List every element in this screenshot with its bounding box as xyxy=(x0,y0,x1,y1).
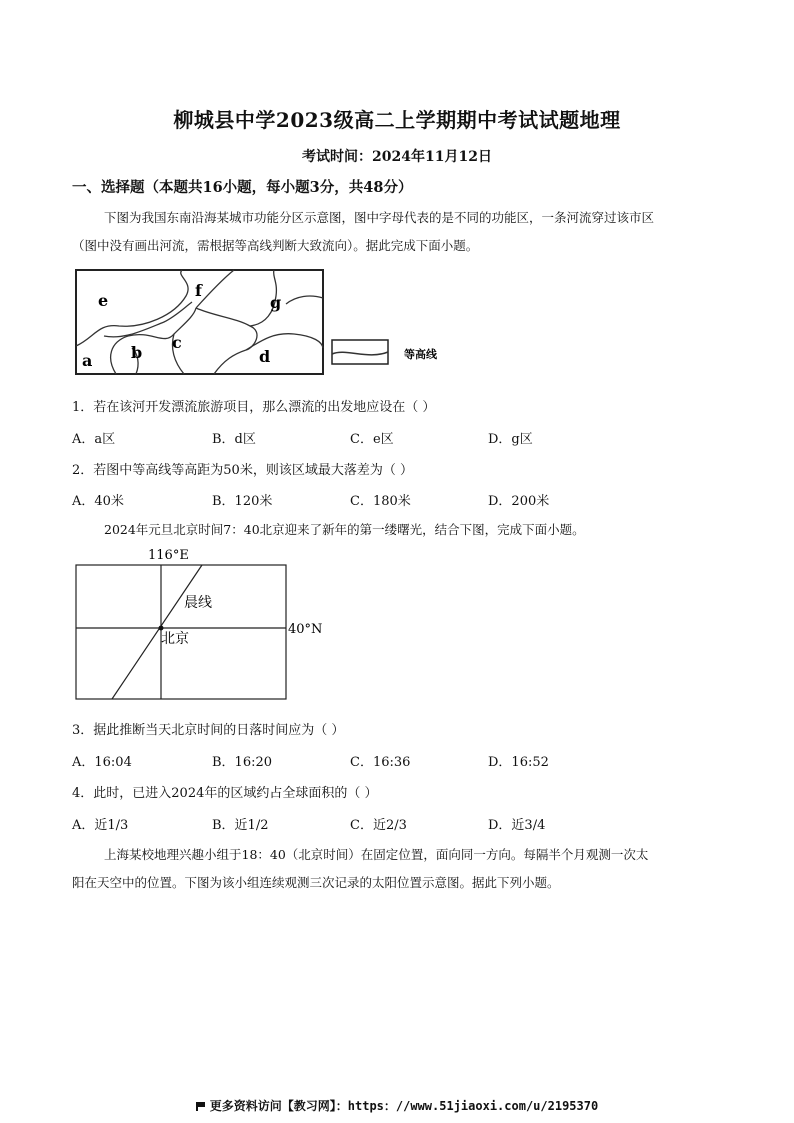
zone-label-f: f xyxy=(195,281,202,300)
question-4-option-d: D．近3/4 xyxy=(488,818,546,833)
question-4-option-a: A．近1/3 xyxy=(72,818,129,833)
zone-label-e: e xyxy=(98,291,109,310)
question-1-option-d: D．g区 xyxy=(488,432,533,447)
question-4-option-b: B．近1/2 xyxy=(212,818,269,833)
passage-3-line-1: 上海某校地理兴趣小组于18：40（北京时间）在固定位置，面向同一方向。每隔半个月观测一次太 xyxy=(104,847,649,862)
footer xyxy=(0,1097,794,1114)
question-3-option-c: C．16:36 xyxy=(350,755,411,770)
passage-1-line-2: （图中没有画出河流，需根据等高线判断大致流向）。据此完成下面小题。 xyxy=(72,238,479,253)
zone-label-b: b xyxy=(131,343,143,362)
question-3-option-b: B．16:20 xyxy=(212,755,273,770)
passage-1-line-1: 下图为我国东南沿海某城市功能分区示意图，图中字母代表的是不同的功能区，一条河流穿过该市区 xyxy=(104,210,655,225)
terminator-label: 晨线 xyxy=(184,595,212,611)
passage-3-line-2: 阳在天空中的位置。下图为该小组连续观测三次记录的太阳位置示意图。据此下列小题。 xyxy=(72,875,560,890)
question-1-option-c: C．e区 xyxy=(350,432,394,447)
legend-contour xyxy=(332,340,438,364)
flag-icon xyxy=(196,1102,206,1111)
page-title: 柳城县中学2023级高二上学期期中考试试题地理 xyxy=(173,108,621,132)
question-3-stem: 3．据此推断当天北京时间的日落时间应为（ ） xyxy=(72,723,345,738)
beijing-label: 北京 xyxy=(161,631,189,647)
question-2-option-d: D．200米 xyxy=(488,494,550,509)
zone-label-a: a xyxy=(82,351,93,370)
question-3-option-a: A．16:04 xyxy=(72,755,132,770)
passage-2-line-1: 2024年元旦北京时间7：40北京迎来了新年的第一缕曙光，结合下图，完成下面小题。 xyxy=(104,522,585,537)
exam-time: 考试时间：2024年11月12日 xyxy=(302,149,492,165)
question-1-option-b: B．d区 xyxy=(212,432,256,447)
question-1-option-a: A．a区 xyxy=(72,432,116,447)
question-4-option-c: C．近2/3 xyxy=(350,818,407,833)
zone-label-g: g xyxy=(270,293,282,312)
legend-label: 等高线 xyxy=(404,348,437,361)
question-2-option-b: B．120米 xyxy=(212,494,273,509)
question-3-option-d: D．16:52 xyxy=(488,755,549,770)
question-4-stem: 4．此时，已进入2024年的区域约占全球面积的（ ） xyxy=(72,786,378,801)
zoning-map xyxy=(74,268,484,380)
section-heading: 一、选择题（本题共16小题，每小题3分，共48分） xyxy=(72,179,413,196)
zone-label-c: c xyxy=(172,333,182,352)
footer-link[interactable]: 更多资料访问【教习网】：https：//www.51jiaoxi.com/u/2195370 xyxy=(209,1099,599,1113)
longitude-label: 116°E xyxy=(148,548,189,563)
latitude-label: 40°N xyxy=(288,622,323,637)
question-1-stem: 1．若在该河开发漂流旅游项目，那么漂流的出发地应设在（ ） xyxy=(72,400,436,415)
question-2-option-a: A．40米 xyxy=(72,494,124,509)
question-2-option-c: C．180米 xyxy=(350,494,411,509)
terminator-diagram xyxy=(70,545,340,705)
beijing-point xyxy=(159,626,164,631)
question-2-stem: 2．若图中等高线等高距为50米，则该区域最大落差为（ ） xyxy=(72,463,413,478)
zone-label-d: d xyxy=(259,347,271,366)
